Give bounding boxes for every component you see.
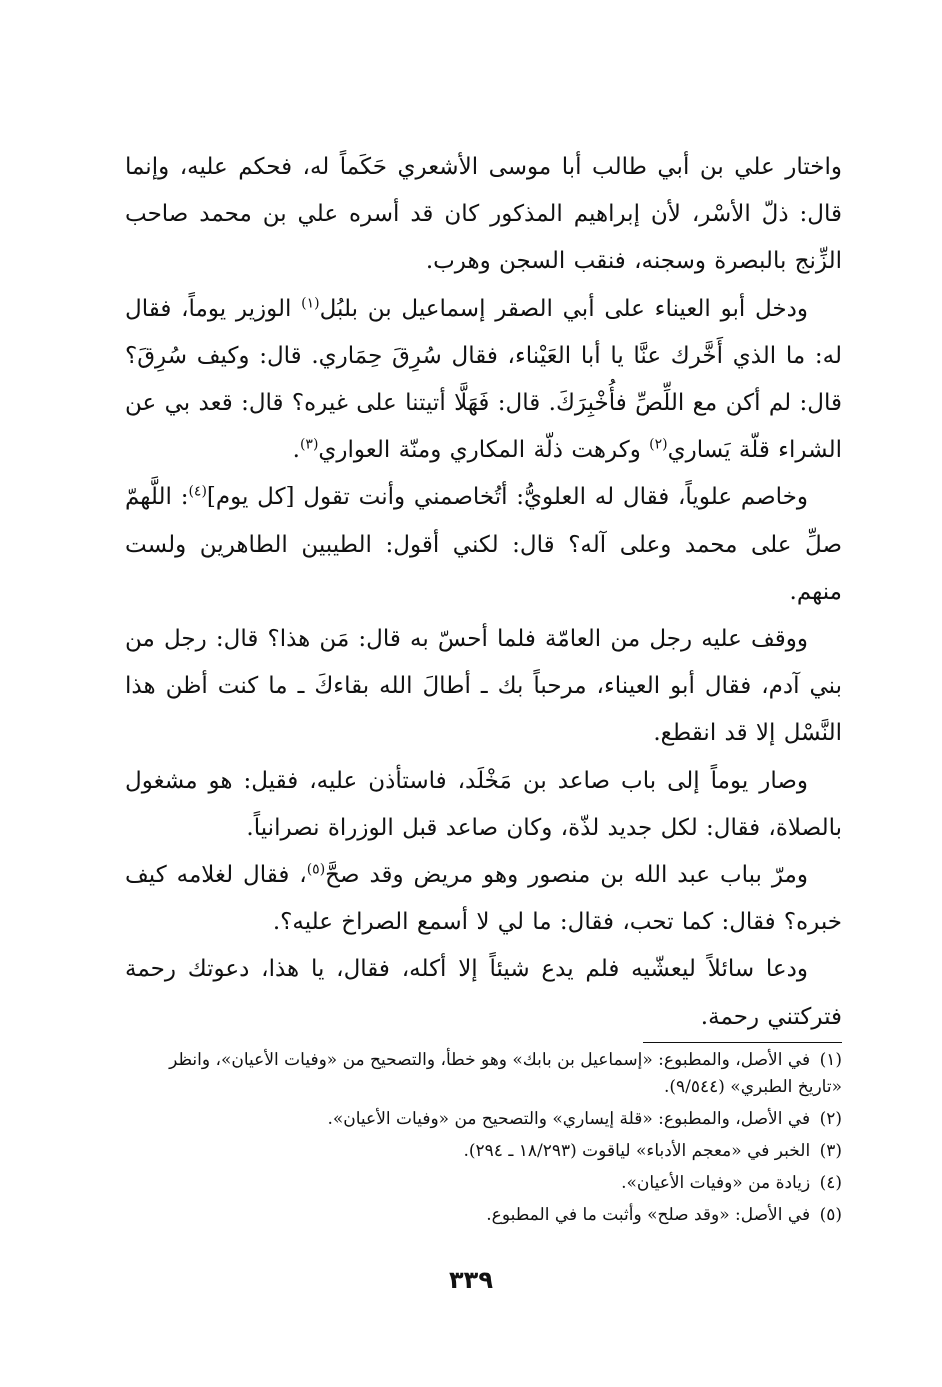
footnote-number: (٥): [819, 1205, 842, 1225]
paragraph: [125, 852, 842, 946]
footnote: [125, 1047, 842, 1101]
paragraph: [125, 474, 842, 616]
footnote: [125, 1202, 842, 1229]
paragraph-text: ، فقال لغلامه كيف خبره؟ فقال: كما تحب، فقال: ما لي لا أسمع الصراخ عليه؟.: [125, 862, 842, 936]
page-number: ٣٣٩: [449, 1266, 493, 1294]
paragraph: [125, 758, 842, 852]
main-text: [125, 144, 842, 1041]
footnote-marker: (٣): [299, 436, 319, 453]
paragraph-text: ودخل أبو العيناء على أبي الصقر إسماعيل بن بلبُل: [319, 295, 808, 322]
footnote-marker: (١): [301, 294, 320, 311]
footnote-text: في الأصل، والمطبوع: «إسماعيل بن بابك» وهو خطأ، والتصحيح من «وفيات الأعيان»، وانظر «تاريخ الطبري» (٩/٥٤٤).: [169, 1050, 842, 1097]
paragraph-text: ومرّ بباب عبد الله بن منصور وهو مريض وقد صحَّ: [325, 862, 808, 889]
paragraph-text: وكرهت ذلّة المكاري ومنّة العواري: [318, 437, 650, 464]
footnote: [125, 1106, 842, 1133]
footnote-text: زيادة من «وفيات الأعيان».: [621, 1173, 811, 1193]
paragraph: [125, 616, 842, 758]
footnote-marker: (٤): [188, 483, 207, 500]
paragraph-text: : اللَّهمّ صلِّ على محمد وعلى آله؟ قال: لكني أقول: الطيبين الطاهرين ولست منهم.: [125, 484, 842, 605]
footnote: [125, 1138, 842, 1165]
footnote-number: (٢): [819, 1109, 842, 1129]
paragraph-text: .: [292, 437, 300, 464]
footnote-marker: (٥): [306, 861, 326, 878]
paragraph-text: ودعا سائلاً ليعشّيه فلم يدع شيئاً إلا أكله، فقال، يا هذا، دعوتك رحمة فتركتني رحمة.: [125, 956, 842, 1030]
paragraph-text: الوزير يوماً، فقال له: ما الذي أَخَّرك عنَّا يا أبا العَيْناء، فقال سُرِقَ حِمَاري. قال: وكيف سُرِقَ؟ قال: لم أكن مع اللِّصِّ فأُخْبِرَكَ. قال: فَهَلَّا أتيتنا على غيره؟ قال: قعد بي عن الشراء قلّة يَساري: [125, 295, 842, 464]
footnote-number: (٣): [819, 1141, 842, 1161]
paragraph-text: واختار علي بن أبي طالب أبا موسى الأشعري حَكَماً له، فحكم عليه، وإنما قال: ذلّ الأسْر، لأن إبراهيم المذكور كان قد أسره علي بن محمد صاحب الزِّنج بالبصرة وسجنه، فنقب السجن وهرب.: [125, 154, 842, 275]
footnotes: [125, 1047, 842, 1234]
footnote-number: (٤): [819, 1173, 842, 1193]
footnote-marker: (٢): [649, 436, 668, 453]
footnote-text: الخبر في «معجم الأدباء» لياقوت (١٨/٢٩٣ ـ ٢٩٤).: [463, 1141, 811, 1161]
paragraph-text: ووقف عليه رجل من العامّة فلما أحسّ به قال: مَن هذا؟ قال: رجل من بني آدم، فقال أبو العيناء، مرحباً بك ـ أطالَ الله بقاءكَ ـ ما كنت أظن هذا النَّسْل إلا قد انقطع.: [125, 626, 842, 747]
paragraph: [125, 946, 842, 1040]
paragraph: [125, 144, 842, 286]
footnote-separator: [643, 1042, 842, 1043]
paragraph-text: وصار يوماً إلى باب صاعد بن مَخْلَد، فاستأذن عليه، فقيل: هو مشغول بالصلاة، فقال: لكل جديد لذّة، وكان صاعد قبل الوزراة نصرانياً.: [125, 767, 842, 841]
paragraph-text: وخاصم علوياً، فقال له العلويُّ: أتُخاصمني وأنت تقول [كل يوم]: [206, 484, 808, 511]
paragraph: [125, 286, 842, 475]
footnote-text: في الأصل، والمطبوع: «قلة إيساري» والتصحيح من «وفيات الأعيان».: [327, 1109, 811, 1129]
footnote: [125, 1170, 842, 1197]
footnote-text: في الأصل: «وقد صلح» وأثبت ما في المطبوع.: [486, 1205, 811, 1225]
footnote-number: (١): [819, 1050, 842, 1070]
